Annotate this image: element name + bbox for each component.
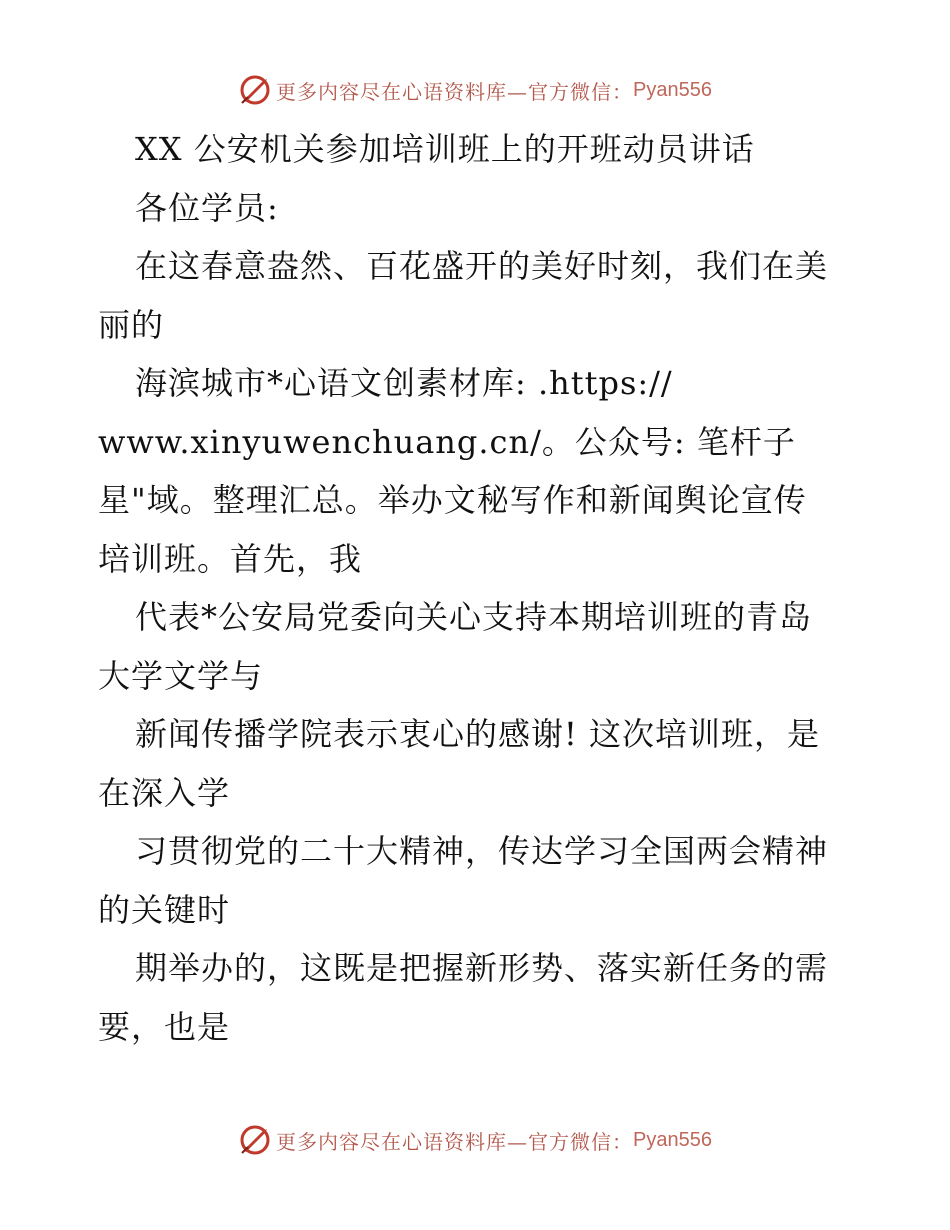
quill-logo-icon (238, 1123, 272, 1157)
text-line: 的关键时 (98, 890, 231, 929)
text-line: 期举办的，这既是把握新形势、落实新任务的需 (135, 949, 829, 987)
text-line: 在深入学 (98, 773, 231, 812)
text-line: 习贯彻党的二十大精神，传达学习全国两会精神 (135, 832, 829, 870)
footer-banner (0, 1120, 950, 1160)
banner-wechat-id: Pyan556 (633, 1128, 712, 1151)
quill-logo-icon (238, 73, 272, 107)
text-line: 新闻传播学院表示衷心的感谢! 这次培训班，是 (135, 715, 821, 753)
header-banner (0, 70, 950, 110)
text-line: 培训班。首先，我 (98, 539, 363, 578)
banner-text: 更多内容尽在心语资料库—官方微信： (276, 1129, 634, 1154)
text-line: 在这春意盎然、百花盛开的美好时刻，我们在美 (135, 247, 829, 285)
text-line: XX 公安机关参加培训班上的开班动员讲话 (135, 130, 755, 168)
text-line: 星"域。整理汇总。举办文秘写作和新闻舆论宣传 (98, 481, 807, 519)
text-line: www.xinyuwenchuang.cn/。公众号: 笔杆子 (98, 422, 796, 461)
text-line: 海滨城市*心语文创素材库: .https:// (135, 364, 673, 402)
banner-wechat-id: Pyan556 (633, 78, 712, 101)
document-body (98, 120, 858, 1056)
text-line: 各位学员: (135, 188, 279, 227)
text-line: 丽的 (98, 305, 165, 344)
text-line: 要，也是 (98, 1007, 231, 1046)
text-line: 大学文学与 (98, 656, 264, 695)
text-line: 代表*公安局党委向关心支持本期培训班的青岛 (135, 598, 813, 636)
banner-text: 更多内容尽在心语资料库—官方微信： (276, 79, 634, 104)
